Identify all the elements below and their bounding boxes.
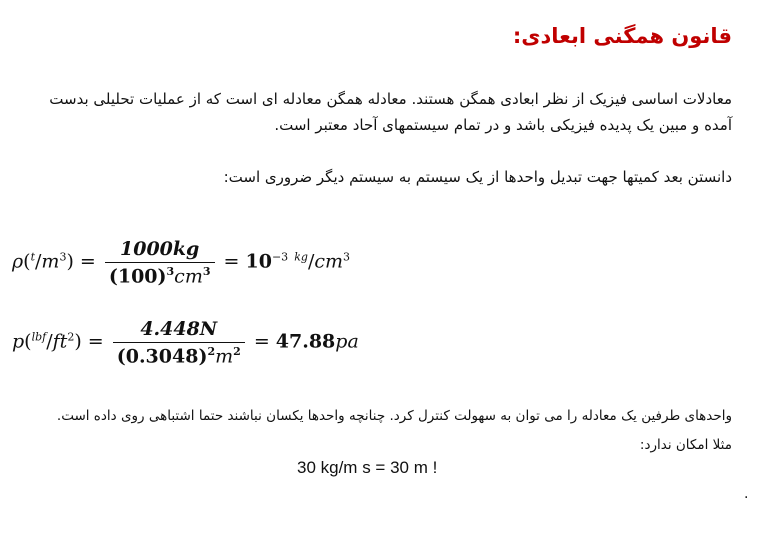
result-exponent: −3: [271, 250, 289, 264]
pressure-equation: $p(^{lbf}/ft^2)$ = $\frac{4.448N}{(0.3048)^2m^2}$ = 47.88pa: [12, 318, 359, 368]
trailing-dot: .: [744, 486, 749, 502]
paragraph-unit-conversion: دانستن بعد کمیتها جهت تبدیل واحدها از یک سیستم به سیستم دیگر ضروری است:: [223, 168, 732, 186]
fraction-numerator: 4.448N: [140, 318, 218, 340]
unit-exponent: 2: [67, 330, 75, 344]
denominator-unit-exponent: 3: [202, 265, 211, 278]
paragraph-homogeneous-equations: معادلات اساسی فیزیک از نظر ابعادی همگن هستند. معادله همگن معادله ای است که از عملیات تحلیلی بدست آمده و مبین یک پدیده فیزیکی باشد و در تمام سیستمهای آحاد معتبر است.: [49, 90, 732, 134]
density-equation: $\rho(^t/m^3)$ = $\frac{1000kg}{(100)^3cm^3}$ = $10^{-3}$ $^{kg}/cm^3$: [12, 238, 351, 288]
result-unit-numerator: kg: [294, 250, 308, 264]
result-base: 10: [245, 250, 272, 273]
pressure-symbol: p: [12, 330, 25, 353]
conversion-fraction: [105, 238, 215, 287]
fraction-numerator: 1000kg: [120, 238, 200, 260]
paragraph-example-intro: مثلا امکان ندارد:: [639, 437, 732, 453]
denominator-unit: cm: [174, 265, 203, 288]
invalid-example: 30 kg/m s = 30 m !: [297, 458, 438, 477]
unit-denominator: m: [41, 250, 60, 273]
denominator-base: (100): [108, 265, 167, 288]
result-unit: pa: [335, 330, 359, 353]
conversion-fraction: [113, 318, 245, 367]
paragraph-unit-check: واحدهای طرفین یک معادله را می توان به سهولت کنترل کرد. چنانچه واحدها یکسان نباشند حتما اشتباهی روی داده است.: [56, 408, 732, 424]
result-unit-exponent: 3: [343, 250, 351, 264]
result-value: 47.88: [275, 330, 336, 353]
unit-denominator: ft: [52, 330, 68, 353]
result-unit-denominator: cm: [314, 250, 344, 273]
unit-numerator: t: [30, 250, 36, 264]
denominator-base: (0.3048): [116, 345, 208, 368]
section-title: قانون همگنی ابعادی:: [512, 24, 732, 48]
denominator-unit: m: [215, 345, 234, 368]
rho-symbol: ρ: [12, 250, 24, 273]
unit-numerator: lbf: [31, 330, 47, 344]
denominator-exponent: 3: [166, 265, 175, 278]
unit-exponent: 3: [59, 250, 67, 264]
denominator-unit-exponent: 2: [233, 345, 241, 358]
denominator-exponent: 2: [207, 345, 216, 358]
